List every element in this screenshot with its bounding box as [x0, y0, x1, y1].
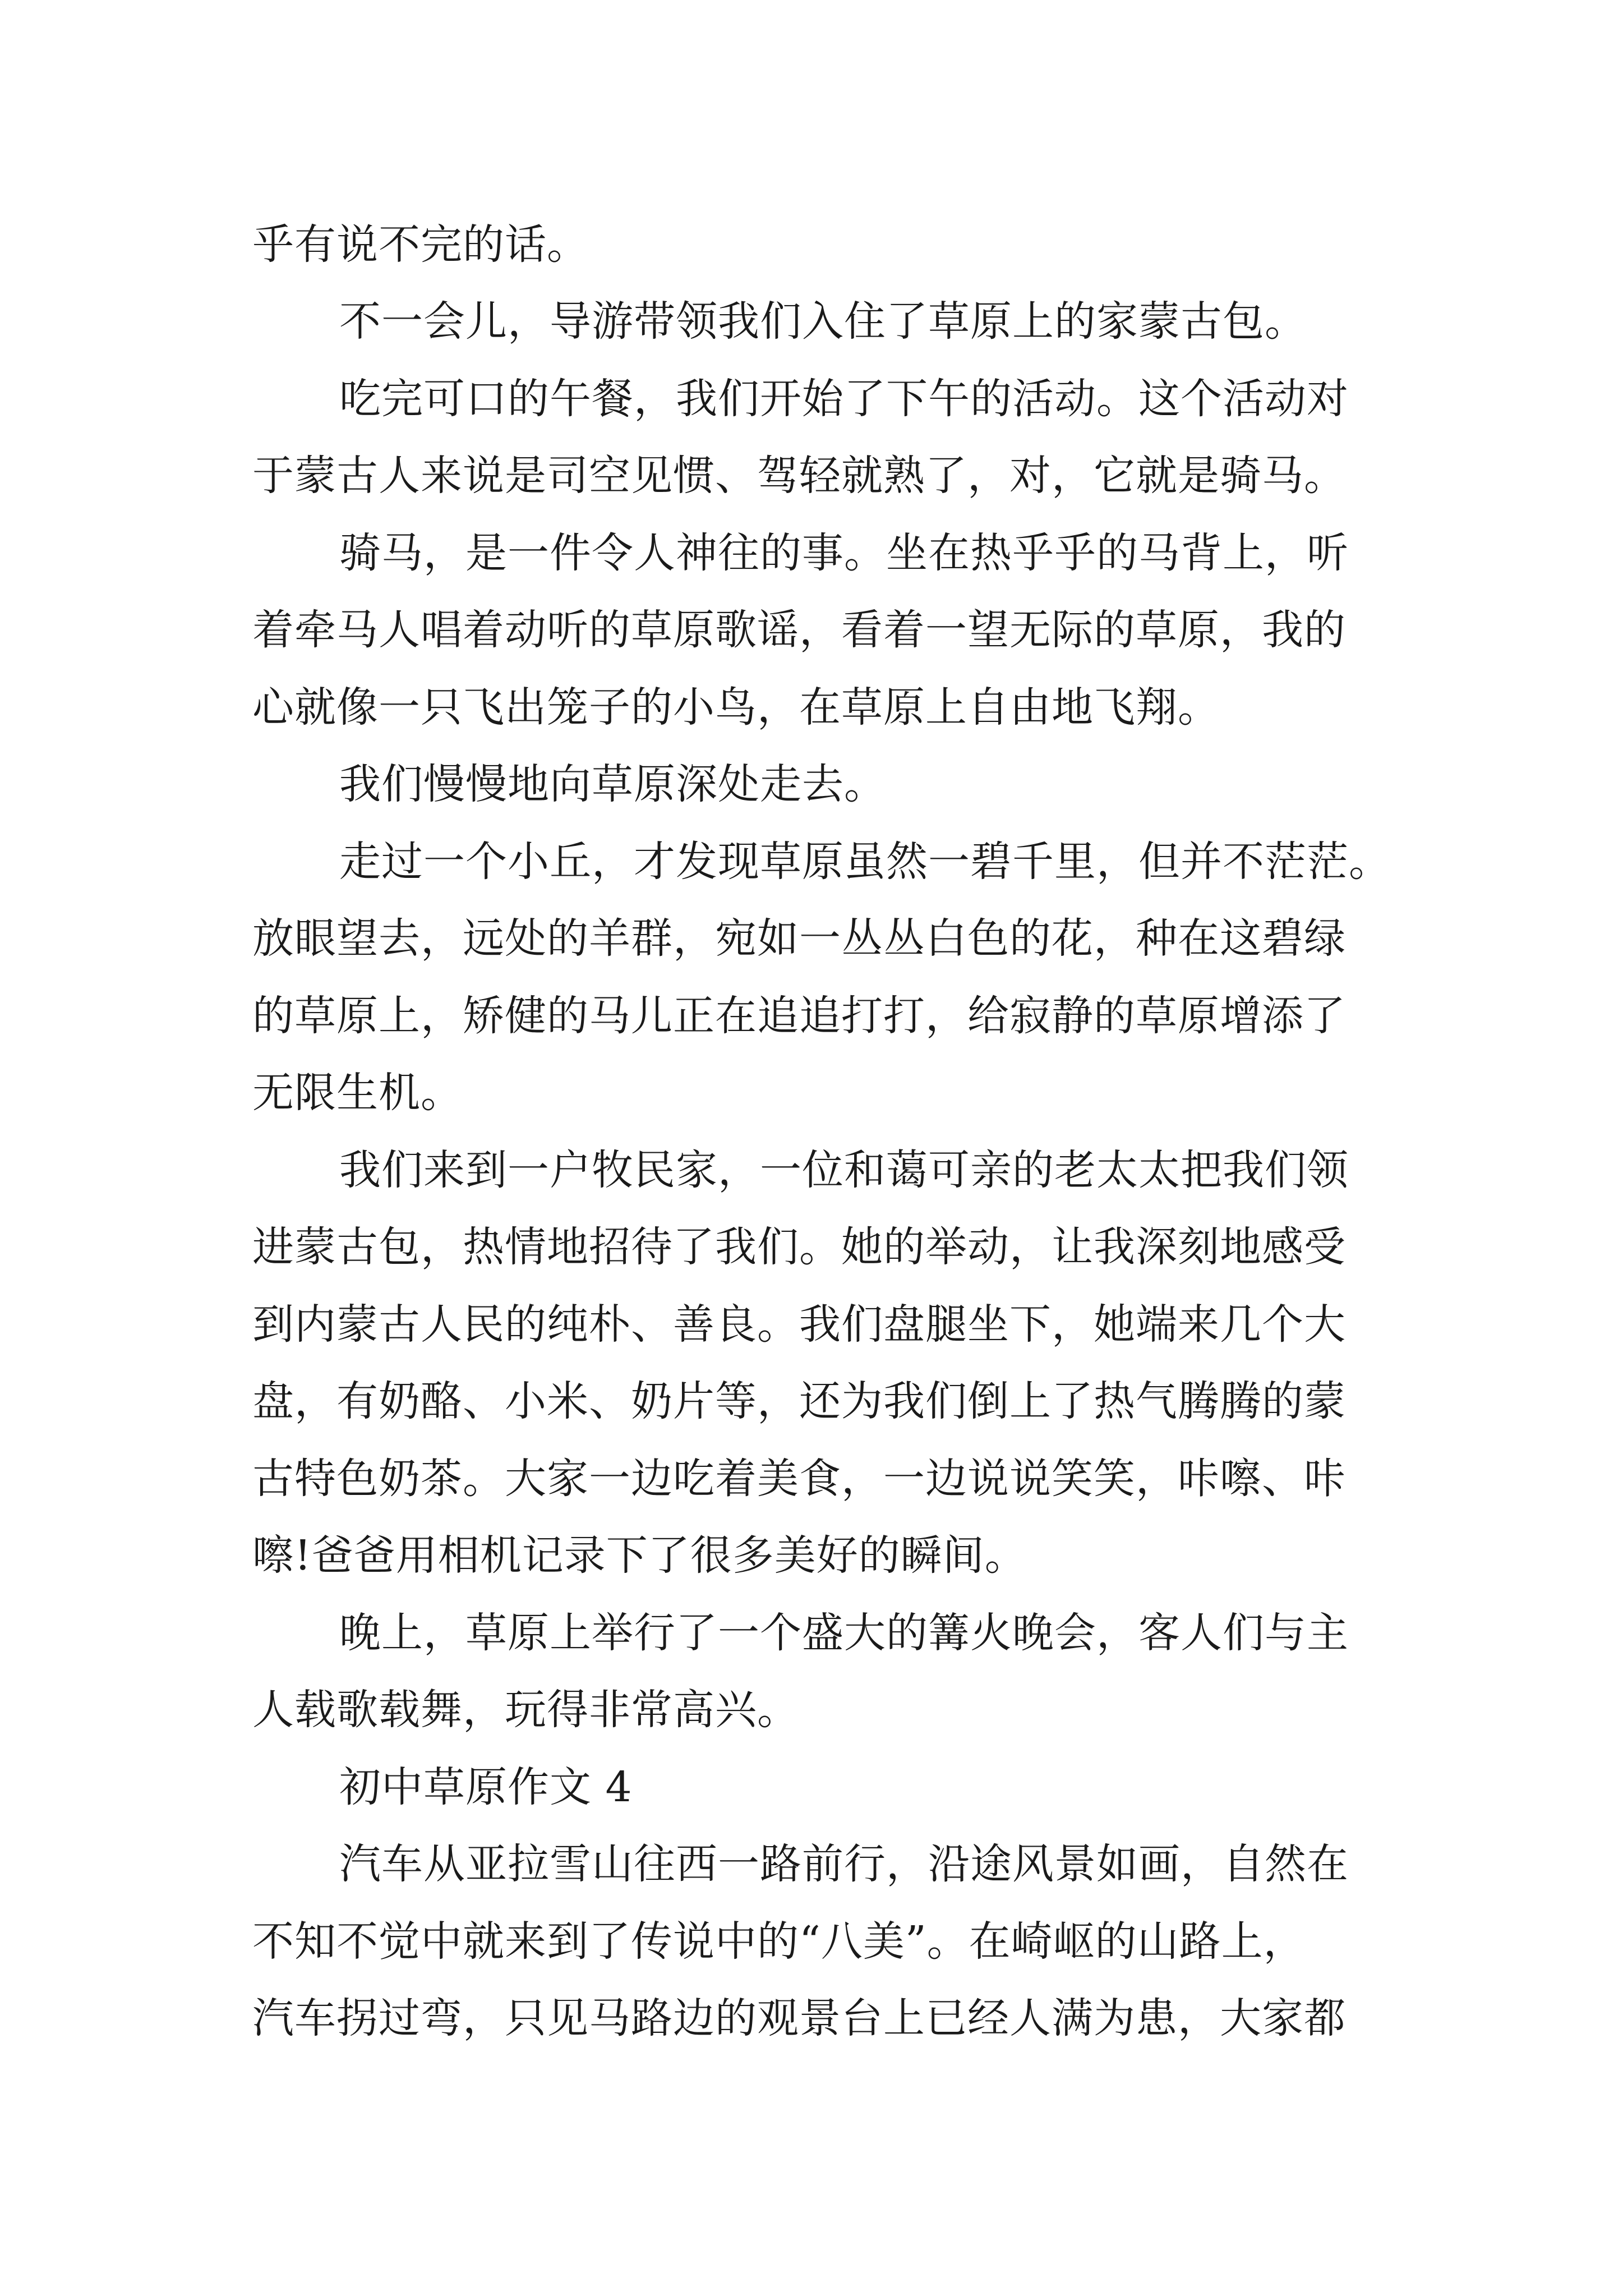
text-line: 到内蒙古人民的纯朴、善良。我们盘腿坐下，她端来几个大 — [252, 1300, 1346, 1349]
text-line: 放眼望去，远处的羊群，宛如一丛丛白色的花，种在这碧绿 — [252, 914, 1346, 963]
text-line: 的草原上，矫健的马儿正在追追打打，给寂静的草原增添了 — [252, 992, 1346, 1040]
text-line: 汽车拐过弯，只见马路边的观景台上已经人满为患，大家都 — [252, 1994, 1346, 2042]
text-line: 于蒙古人来说是司空见惯、驾轻就熟了，对，它就是骑马。 — [252, 452, 1346, 500]
text-line: 无限生机。 — [252, 1069, 463, 1117]
text-line: 不知不觉中就来到了传说中的“八美”。在崎岖的山路上， — [252, 1917, 1306, 1966]
paragraph-text: 吃完可口的午餐，我们开始了下午的活动。这个活动对 — [339, 375, 1349, 423]
paragraph-text: 不一会儿，导游带领我们入住了草原上的家蒙古包。 — [339, 297, 1307, 346]
text-line: 乎有说不完的话。 — [252, 220, 589, 269]
paragraph-text: 汽车从亚拉雪山往西一路前行，沿途风景如画，自然在 — [339, 1840, 1349, 1888]
text-line: 古特色奶茶。大家一边吃着美食，一边说说笑笑，咔嚓、咔 — [252, 1455, 1346, 1503]
paragraph-text: 骑马，是一件令人神往的事。坐在热乎乎的马背上，听 — [339, 529, 1349, 577]
paragraph-text: 走过一个小丘，才发现草原虽然一碧千里，但并不茫茫。 — [339, 838, 1391, 886]
paragraph-text: 晚上，草原上举行了一个盛大的篝火晚会，客人们与主 — [339, 1609, 1349, 1657]
text-line: 心就像一只飞出笼子的小鸟，在草原上自由地飞翔。 — [252, 683, 1220, 731]
text-line: 着牵马人唱着动听的草原歌谣，看着一望无际的草原，我的 — [252, 606, 1346, 654]
text-line: 进蒙古包，热情地招待了我们。她的举动，让我深刻地感受 — [252, 1223, 1346, 1271]
section-heading: 初中草原作文 4 — [339, 1763, 633, 1811]
paragraph-text: 我们慢慢地向草原深处走去。 — [339, 760, 886, 808]
text-line: 嚓!爸爸用相机记录下了很多美好的瞬间。 — [252, 1531, 1027, 1580]
text-line: 盘，有奶酪、小米、奶片等，还为我们倒上了热气腾腾的蒙 — [252, 1377, 1346, 1425]
paragraph-text: 我们来到一户牧民家，一位和蔼可亲的老太太把我们领 — [339, 1146, 1349, 1194]
text-line: 人载歌载舞，玩得非常高兴。 — [252, 1686, 799, 1734]
